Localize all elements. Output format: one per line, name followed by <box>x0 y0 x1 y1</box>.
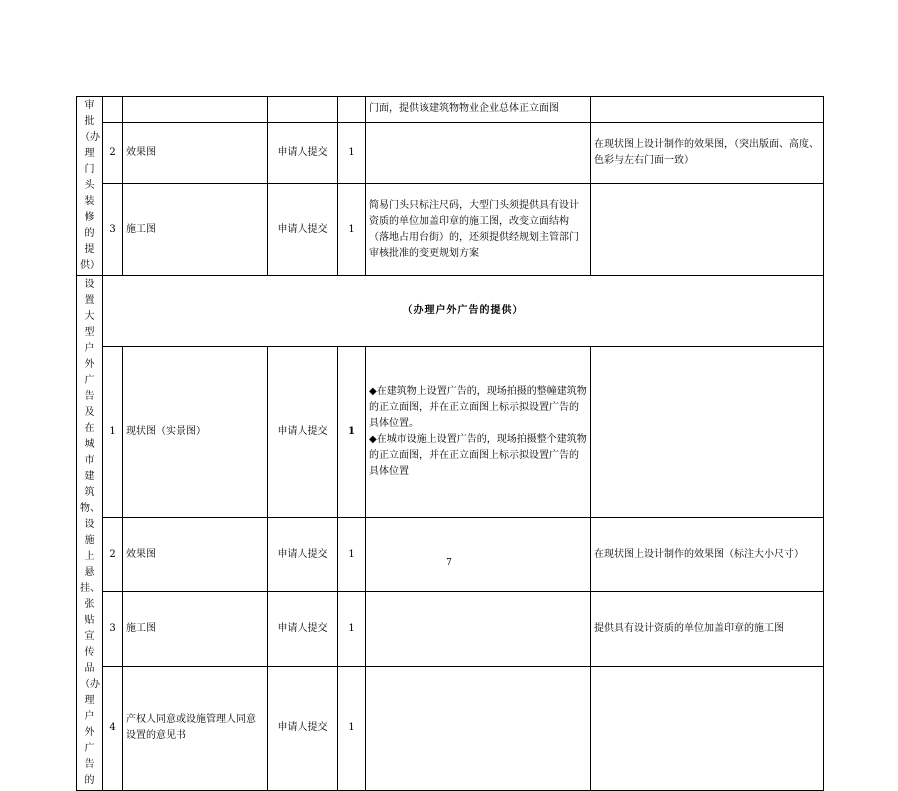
table-row <box>77 347 824 518</box>
copy-count: 1 <box>338 122 366 184</box>
requirement <box>366 517 591 592</box>
row-number: 1 <box>103 347 123 518</box>
material-name: 现状图（实景图） <box>123 347 268 518</box>
submitter: 申请人提交 <box>268 666 338 790</box>
note: 提供具有设计资质的单位加盖印章的施工图 <box>591 592 824 667</box>
requirement-paragraph: ◆在建筑物上设置广告的，现场拍摄的整幢建筑物的正立面图，并在正立面图上标示拟设置广告的具体位置。 <box>369 385 587 429</box>
note: 在现状图上设计制作的效果图，（突出版面、高度、色彩与左右门面一致） <box>591 122 824 184</box>
note <box>591 97 824 123</box>
material-name: 效果图 <box>123 122 268 184</box>
copy-count: 1 <box>338 517 366 592</box>
copy-count <box>338 97 366 123</box>
material-name: 施工图 <box>123 592 268 667</box>
requirement <box>366 592 591 667</box>
copy-count: 1 <box>338 592 366 667</box>
material-name: 产权人同意或设施管理人同意设置的意见书 <box>123 666 268 790</box>
requirement: 门面，提供该建筑物物业企业总体正立面图 <box>366 97 591 123</box>
submitter: 申请人提交 <box>268 122 338 184</box>
material-name: 施工图 <box>123 184 268 276</box>
copy-count: 1 <box>338 184 366 276</box>
material-name <box>123 97 268 123</box>
row-number <box>103 97 123 123</box>
materials-table <box>76 96 824 791</box>
requirement <box>366 666 591 790</box>
submitter: 申请人提交 <box>268 347 338 518</box>
row-number: 4 <box>103 666 123 790</box>
requirement: 简易门头只标注尺码，大型门头须提供具有设计资质的单位加盖印章的施工图，改变立面结构（落地占用台街）的，还须提供经规划主管部门审核批准的变更规划方案 <box>366 184 591 276</box>
note <box>591 184 824 276</box>
copy-count: 1 <box>338 666 366 790</box>
note <box>591 347 824 518</box>
table-row <box>77 592 824 667</box>
requirement-paragraph: ◆在城市设施上设置广告的，现场拍摄整个建筑物的正立面图，并在正立面图上标示拟设置广告的具体位置 <box>369 433 587 477</box>
table-row <box>77 122 824 184</box>
table-row <box>77 97 824 123</box>
table-row <box>77 666 824 790</box>
table-row <box>77 276 824 347</box>
note: 在现状图上设计制作的效果图（标注大小尺寸） <box>591 517 824 592</box>
row-number: 2 <box>103 517 123 592</box>
page-number: 7 <box>446 558 452 568</box>
submitter: 申请人提交 <box>268 592 338 667</box>
note <box>591 666 824 790</box>
table-row <box>77 184 824 276</box>
submitter: 申请人提交 <box>268 184 338 276</box>
requirement <box>366 347 591 518</box>
row-number: 2 <box>103 122 123 184</box>
category-cell: 审批（办理门头装修的提供） <box>77 97 103 276</box>
category-cell: 设置大型户外广告及在城市建筑物、设施上悬挂、张贴宣传品（办理户外广告的 <box>77 276 103 791</box>
section-banner: （办理户外广告的提供） <box>103 276 824 347</box>
submitter: 申请人提交 <box>268 517 338 592</box>
requirement <box>366 122 591 184</box>
copy-count: 1 <box>338 347 366 518</box>
row-number: 3 <box>103 184 123 276</box>
submitter <box>268 97 338 123</box>
table-row <box>77 517 824 592</box>
material-name: 效果图 <box>123 517 268 592</box>
row-number: 3 <box>103 592 123 667</box>
